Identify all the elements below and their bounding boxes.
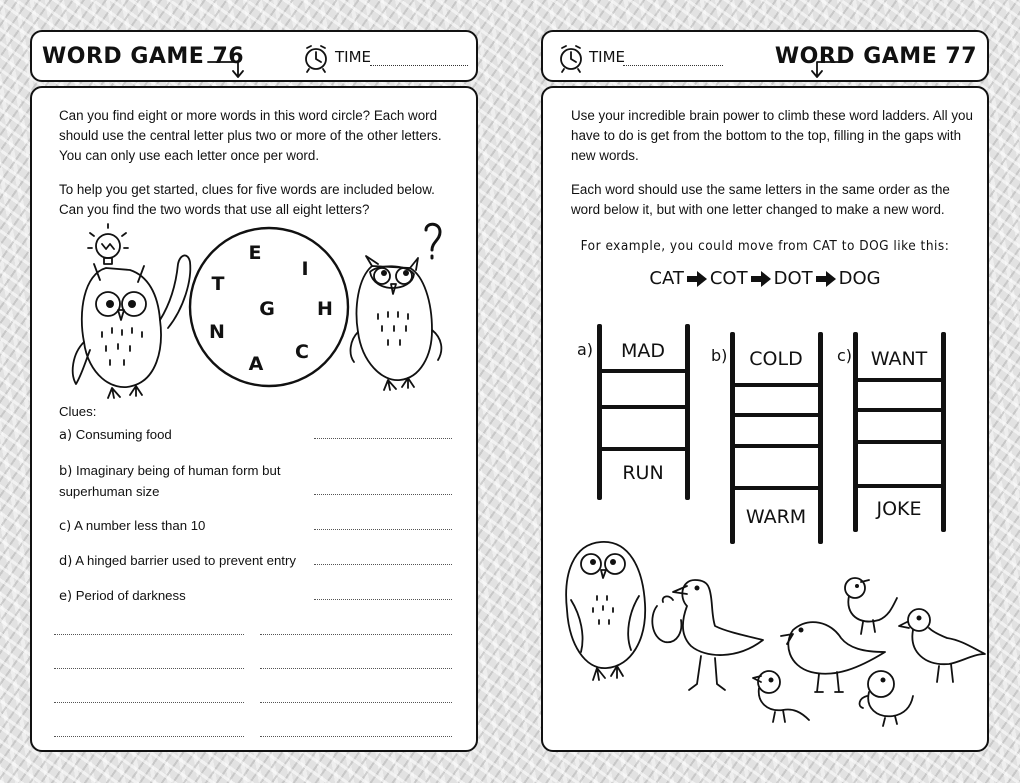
sparrow-illustration-icon [839, 574, 899, 636]
owl-illustration-icon [561, 540, 651, 690]
ladder-b-top-word: COLD [749, 348, 803, 370]
word-circle-instructions: Can you find eight or more words in this word circle? Each word should use the central letter plus two or more of the other letters. You can only use each letter once per word. [59, 108, 442, 163]
clue-e-answer-line[interactable] [314, 599, 452, 600]
extra-answer-line-2-left[interactable] [54, 668, 244, 669]
clue-a-letter: a) [59, 428, 73, 443]
word-ladder-instructions: Use your incredible brain power to climb these word ladders. All you have to do is get from the bottom to the top, filling in the gaps with new words. [571, 108, 973, 163]
clue-b [59, 461, 299, 502]
word-circle-letter-5: A [248, 353, 264, 375]
extra-answer-line-1-right[interactable] [260, 634, 452, 635]
owl-with-lightbulb-icon [66, 224, 196, 404]
ladder-a-rung[interactable] [601, 369, 687, 373]
right-arrow-icon [751, 271, 771, 287]
ladder-b-rung[interactable] [734, 383, 820, 387]
extra-answer-line-2-right[interactable] [260, 668, 452, 669]
ladder-b-rung[interactable] [734, 413, 820, 417]
ladder-b-rung[interactable] [734, 444, 820, 448]
example-word-3: DOT [773, 268, 813, 289]
clue-a-text: Consuming food [75, 427, 172, 442]
title-arrow-icon [206, 52, 246, 80]
robin-small-illustration-icon [855, 666, 915, 726]
puzzled-owl-icon [348, 222, 448, 406]
ladder-a-rung[interactable] [601, 405, 687, 409]
ladder-c-bottom-word: JOKE [876, 498, 922, 520]
ladder-c-top-word: WANT [870, 348, 928, 370]
clue-d-text: A hinged barrier used to prevent entry [75, 553, 296, 568]
ladder-c-rung[interactable] [857, 440, 943, 444]
extra-answer-line-3-left[interactable] [54, 702, 244, 703]
left-page-title: WORD GAME 76 [42, 44, 245, 69]
ladder-b-left-rail [730, 332, 735, 544]
left-time-answer-line[interactable] [370, 65, 468, 66]
ladder-b-right-rail [818, 332, 823, 544]
word-circle-letter-center: G [259, 298, 275, 320]
clue-b-text: Imaginary being of human form but superhuman size [59, 463, 281, 499]
ladder-a-bottom-word: RUN [622, 462, 664, 484]
right-page-title: WORD GAME 77 [774, 44, 977, 69]
ladder-b-rung[interactable] [734, 486, 820, 490]
alarm-clock-icon [557, 42, 585, 72]
clues-heading: Clues: [59, 404, 97, 419]
alarm-clock-icon [302, 42, 330, 72]
ladder-a-tag: a) [577, 340, 594, 359]
extra-answer-line-3-right[interactable] [260, 702, 452, 703]
ladder-a-rung[interactable] [601, 447, 687, 451]
word-circle-letter-2: I [301, 258, 309, 280]
clue-c-letter: c) [59, 519, 72, 534]
ladder-c-rung[interactable] [857, 408, 943, 412]
example-word-2: COT [709, 268, 748, 289]
left-header-box [30, 30, 478, 82]
extra-answer-line-1-left[interactable] [54, 634, 244, 635]
word-circle-letter-3: H [317, 298, 333, 320]
example-word-4: DOG [838, 268, 881, 289]
clue-c-answer-line[interactable] [314, 529, 452, 530]
right-arrow-icon [687, 271, 707, 287]
clue-e [59, 586, 299, 607]
clue-c-text: A number less than 10 [74, 518, 206, 533]
clue-d [59, 551, 319, 572]
right-content-box [541, 86, 989, 752]
word-ladder-rule: Each word should use the same letters in the same order as the word below it, but with one letter changed to make a new word. [571, 182, 950, 217]
clue-b-answer-line[interactable] [314, 494, 452, 495]
ladder-c-tag: c) [837, 346, 853, 365]
clue-d-letter: d) [59, 554, 73, 569]
right-arrow-icon [816, 271, 836, 287]
clue-a [59, 425, 299, 446]
left-content-box [30, 86, 478, 752]
word-circle-help: To help you get started, clues for five words are included below. Can you find the two words that use all eight letters? [59, 182, 435, 217]
ladder-a-top-word: MAD [620, 340, 666, 362]
example-intro: For example, you could move from CAT to DOG like this: [580, 238, 950, 254]
ladder-b-tag: b) [711, 346, 728, 365]
example-word-1: CAT [649, 268, 684, 289]
word-circle-letter-7: T [211, 273, 225, 295]
ladder-b-bottom-word: WARM [745, 506, 807, 528]
word-circle-letter-6: N [209, 321, 225, 343]
extra-answer-line-4-right[interactable] [260, 736, 452, 737]
clue-a-answer-line[interactable] [314, 438, 452, 439]
clue-e-text: Period of darkness [75, 588, 186, 603]
word-circle-letter-4: C [295, 341, 309, 363]
right-time-answer-line[interactable] [623, 65, 723, 66]
clue-d-answer-line[interactable] [314, 564, 452, 565]
pigeon-illustration-icon [903, 604, 987, 686]
ladder-a-left-rail [597, 324, 602, 500]
right-time-label: TIME [589, 48, 626, 66]
ladder-c-rung[interactable] [857, 378, 943, 382]
word-circle-letter-1: E [248, 242, 262, 264]
ladder-c-left-rail [853, 332, 858, 532]
example-chain [543, 268, 987, 289]
clue-c [59, 516, 299, 537]
ladder-a-right-rail [685, 324, 690, 500]
clue-e-letter: e) [59, 589, 73, 604]
clue-b-letter: b) [59, 464, 73, 479]
left-time-label: TIME [335, 48, 372, 66]
goldfinch-illustration-icon [751, 666, 811, 724]
right-header-box [541, 30, 989, 82]
ladder-c-right-rail [941, 332, 946, 532]
ladder-c-rung[interactable] [857, 484, 943, 488]
extra-answer-line-4-left[interactable] [54, 736, 244, 737]
